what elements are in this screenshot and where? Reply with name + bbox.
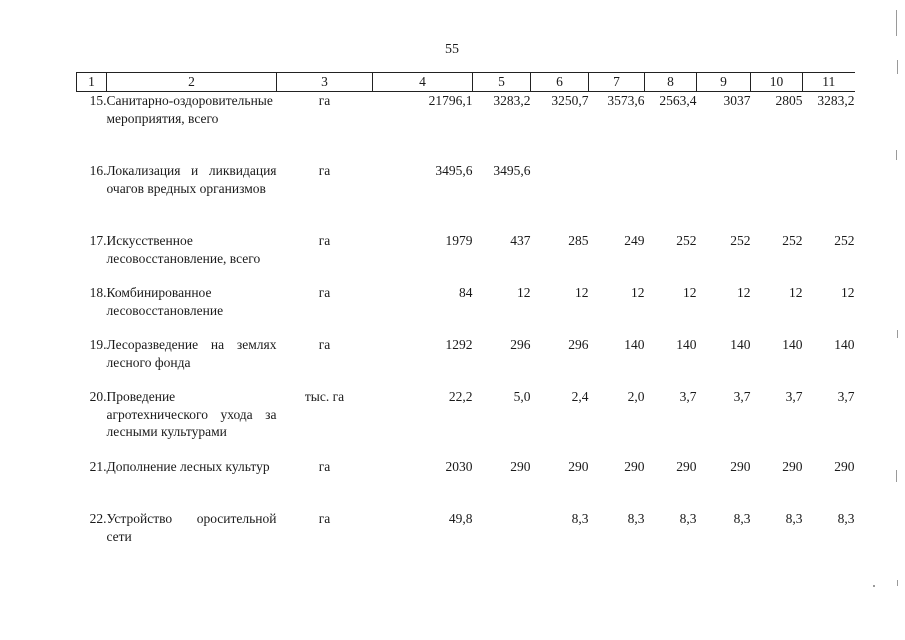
row-number: 22. [89, 510, 107, 526]
value-cell: 8,3 [837, 510, 855, 526]
value-cell: 8,3 [785, 510, 803, 526]
value-cell: 296 [568, 336, 589, 352]
column-header: 10 [751, 73, 803, 92]
value-cell [697, 162, 751, 232]
value-cell: 3283,2 [493, 92, 531, 108]
value-cell: 3037 [723, 92, 751, 108]
column-header: 11 [803, 73, 855, 92]
row-name: Искусственное лесовосстановление, всего [106, 232, 261, 266]
value-cell [751, 162, 803, 232]
value-cell: 252 [782, 232, 803, 248]
value-cell: 84 [459, 284, 473, 300]
row-unit: га [318, 284, 331, 300]
row-name: Санитарно-оздоровительные мероприятия, всего [106, 92, 273, 126]
value-cell: 290 [730, 458, 751, 474]
value-cell: 3,7 [837, 388, 855, 404]
row-number: 21. [89, 458, 107, 474]
value-cell: 3,7 [679, 388, 697, 404]
value-cell: 252 [730, 232, 751, 248]
value-cell: 3,7 [733, 388, 751, 404]
table-row [77, 91, 855, 162]
table-row [77, 162, 855, 232]
row-unit: га [318, 162, 331, 178]
scan-mark [897, 580, 898, 586]
column-header: 5 [473, 73, 531, 92]
column-header: 7 [589, 73, 645, 92]
scan-mark [897, 60, 898, 74]
value-cell [589, 162, 645, 232]
value-cell: 140 [676, 336, 697, 352]
row-number: 17. [89, 232, 107, 248]
scan-mark [897, 330, 898, 338]
value-cell: 290 [510, 458, 531, 474]
value-cell: 2,0 [627, 388, 645, 404]
value-cell: 12 [575, 284, 589, 300]
value-cell: 12 [683, 284, 697, 300]
value-cell [531, 162, 589, 232]
value-cell: 3283,2 [817, 92, 855, 108]
value-cell: 21796,1 [428, 92, 473, 108]
value-cell: 290 [624, 458, 645, 474]
value-cell: 3,7 [785, 388, 803, 404]
value-cell: 8,3 [733, 510, 751, 526]
row-unit: га [318, 510, 331, 526]
value-cell: 49,8 [448, 510, 473, 526]
scan-mark [896, 150, 897, 160]
row-number: 15. [89, 92, 107, 108]
value-cell: 2805 [775, 92, 803, 108]
value-cell: 5,0 [513, 388, 531, 404]
value-cell: 249 [624, 232, 645, 248]
value-cell: 3495,6 [435, 162, 473, 178]
row-unit: га [318, 458, 331, 474]
value-cell: 8,3 [571, 510, 589, 526]
row-name: Лесоразведение на землях лесного фонда [106, 336, 277, 370]
value-cell: 140 [624, 336, 645, 352]
row-unit: га [318, 232, 331, 248]
value-cell: 8,3 [627, 510, 645, 526]
value-cell: 12 [789, 284, 803, 300]
value-cell: 140 [782, 336, 803, 352]
row-name: Проведение агротехнического ухода за лесными культурами [106, 388, 277, 440]
value-cell: 3495,6 [493, 162, 531, 178]
table-row [77, 232, 855, 284]
row-name: Дополнение лесных культур [106, 458, 270, 474]
value-cell [803, 162, 855, 232]
row-unit: га [318, 92, 331, 108]
row-number: 18. [89, 284, 107, 300]
row-number: 19. [89, 336, 107, 352]
scan-mark [896, 10, 897, 36]
value-cell: 12 [841, 284, 855, 300]
value-cell: 3573,6 [607, 92, 645, 108]
value-cell: 22,2 [448, 388, 473, 404]
table-header-row [77, 73, 855, 92]
column-header: 9 [697, 73, 751, 92]
table-row [77, 284, 855, 336]
column-header: 8 [645, 73, 697, 92]
page-number: 55 [445, 42, 459, 57]
value-cell: 3250,7 [551, 92, 589, 108]
column-header: 1 [77, 73, 107, 92]
value-cell: 12 [631, 284, 645, 300]
value-cell: 296 [510, 336, 531, 352]
value-cell: 2563,4 [659, 92, 697, 108]
column-header: 6 [531, 73, 589, 92]
table-row [77, 458, 855, 510]
value-cell: 285 [568, 232, 589, 248]
value-cell: 437 [510, 232, 531, 248]
value-cell: 2030 [445, 458, 473, 474]
data-table [76, 72, 855, 562]
value-cell: 290 [568, 458, 589, 474]
value-cell: 1292 [445, 336, 473, 352]
table-row [77, 336, 855, 388]
value-cell: 8,3 [679, 510, 697, 526]
value-cell: 2,4 [571, 388, 589, 404]
column-header: 2 [107, 73, 277, 92]
column-header: 4 [373, 73, 473, 92]
table-row [77, 510, 855, 562]
value-cell: 12 [737, 284, 751, 300]
row-number: 20. [89, 388, 107, 404]
table-row [77, 388, 855, 458]
value-cell: 140 [834, 336, 855, 352]
column-header: 3 [277, 73, 373, 92]
row-name: Локализация и ликвидация очагов вредных организмов [106, 162, 277, 196]
value-cell [645, 162, 697, 232]
value-cell: 290 [834, 458, 855, 474]
value-cell: 252 [834, 232, 855, 248]
value-cell: 252 [676, 232, 697, 248]
value-cell: 140 [730, 336, 751, 352]
row-unit: га [318, 336, 331, 352]
value-cell: 1979 [445, 232, 473, 248]
row-name: Устройство оросительной сети [106, 510, 277, 544]
value-cell: 290 [782, 458, 803, 474]
scan-mark [873, 585, 875, 587]
row-number: 16. [89, 162, 107, 178]
row-unit: тыс. га [304, 388, 345, 404]
value-cell [473, 510, 531, 562]
row-name: Комбинированное лесовосстановление [106, 284, 224, 318]
scan-mark [896, 470, 897, 482]
value-cell: 12 [517, 284, 531, 300]
value-cell: 290 [676, 458, 697, 474]
